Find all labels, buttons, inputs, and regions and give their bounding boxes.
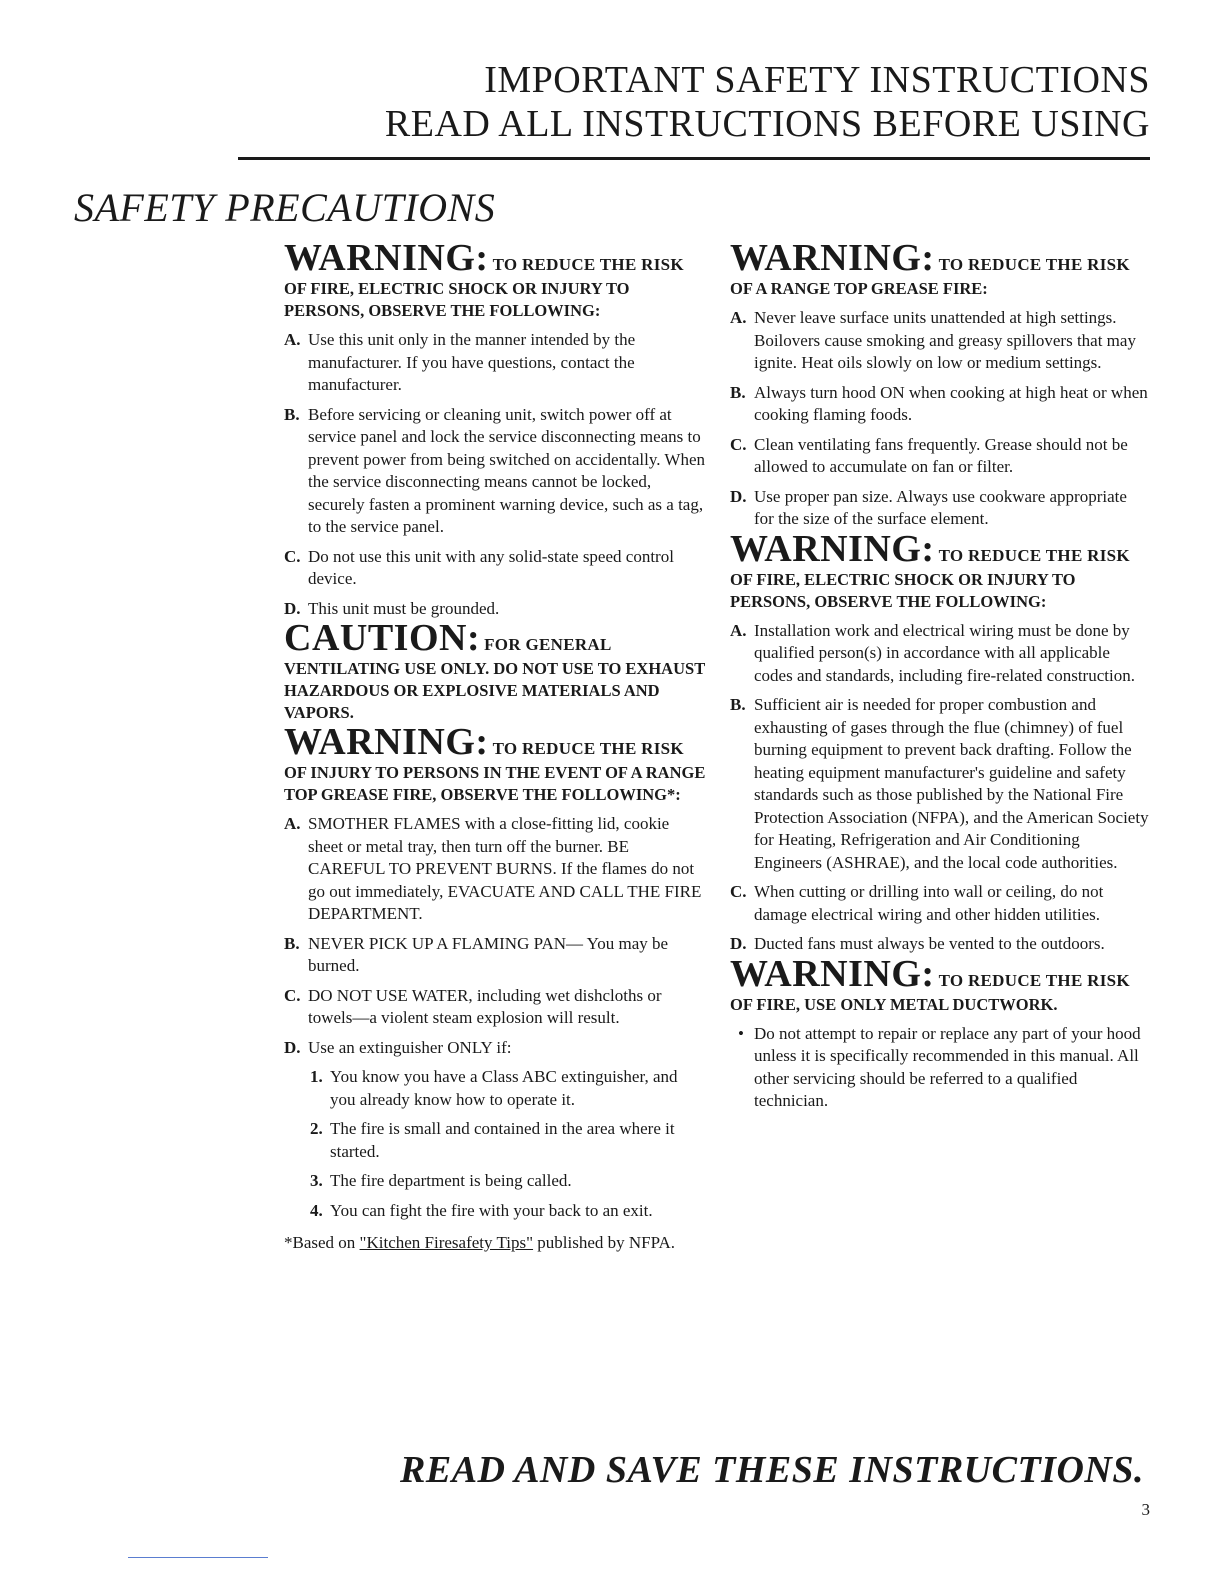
- list-item: [730, 434, 1150, 479]
- warning-intro: OF A RANGE TOP GREASE FIRE:: [730, 279, 988, 298]
- sub-item-text: The fire department is being called.: [330, 1171, 572, 1190]
- list-item: [284, 598, 706, 621]
- list-item: [284, 404, 706, 539]
- item-text: SMOTHER FLAMES with a close-fitting lid, cookie sheet or metal tray, then turn off the burner. BE CAREFUL TO PREVENT BURNS. If the flames do not go out immediately, EVACUATE AND CALL THE FIRE DEPARTMENT.: [308, 814, 702, 923]
- sub-item-label: 4.: [310, 1200, 323, 1220]
- bullet-text: Do not attempt to repair or replace any part of your hood unless it is specifically recommended in this manual. All other servicing should be referred to a qualified technician.: [754, 1023, 1141, 1110]
- list-item: [730, 486, 1150, 531]
- item-text: Never leave surface units unattended at high settings. Boilovers cause smoking and greasy spillovers that may ignite. Heat oils slowly on low or medium settings.: [754, 308, 1136, 372]
- item-text: Use proper pan size. Always use cookware appropriate for the size of the surface element.: [754, 486, 1127, 528]
- warning-intro: OF INJURY TO PERSONS IN THE EVENT OF A RANGE TOP GREASE FIRE, OBSERVE THE FOLLOWING*:: [284, 763, 706, 804]
- sub-item-label: 3.: [310, 1171, 323, 1190]
- sub-item-text: The fire is small and contained in the area where it started.: [330, 1119, 675, 1161]
- warning-heading: WARNING:: [284, 721, 489, 763]
- item-text: Use an extinguisher ONLY if:: [308, 1037, 512, 1057]
- item-text: NEVER PICK UP A FLAMING PAN— You may be burned.: [308, 933, 669, 975]
- sub-list-item: [284, 1170, 706, 1193]
- item-label: D.: [284, 598, 301, 618]
- footer-title: READ AND SAVE THESE INSTRUCTIONS.: [400, 1449, 1144, 1491]
- item-text: When cutting or drilling into wall or ceiling, do not damage electrical wiring and other hidden utilities.: [754, 882, 1104, 924]
- list-item: [284, 985, 706, 1030]
- warning-intro: OF FIRE, ELECTRIC SHOCK OR INJURY TO PERSONS, OBSERVE THE FOLLOWING:: [284, 279, 630, 320]
- warning-block-3: [730, 237, 1150, 531]
- sub-item-text: You can fight the fire with your back to an exit.: [330, 1200, 653, 1220]
- section-title: SAFETY PRECAUTIONS: [74, 185, 496, 230]
- item-label: D.: [730, 934, 747, 953]
- sub-list-item: [284, 1200, 706, 1223]
- item-label: A.: [284, 814, 301, 833]
- list-item: [284, 813, 706, 926]
- sub-item-text: You know you have a Class ABC extinguisher, and you already know how to operate it.: [330, 1067, 678, 1109]
- item-text: Do not use this unit with any solid-state speed control device.: [308, 546, 674, 588]
- caution-subheading: FOR GENERAL: [484, 635, 612, 654]
- caution-heading: CAUTION:: [284, 617, 481, 659]
- item-label: C.: [730, 882, 747, 901]
- item-label: B.: [284, 404, 300, 424]
- warning-intro: OF FIRE, USE ONLY METAL DUCTWORK.: [730, 994, 1058, 1014]
- item-text: Before servicing or cleaning unit, switch power off at service panel and lock the service disconnecting means to prevent power from being switched on accidentally. When the service disconnecting means cannot be locked, securely fasten a prominent warning device, such as a tag, to the service panel.: [308, 404, 706, 536]
- list-item: [730, 382, 1150, 427]
- sub-item-label: 1.: [310, 1067, 323, 1086]
- item-label: C.: [284, 985, 301, 1005]
- warning-block-1: [284, 237, 706, 620]
- list-item: [730, 694, 1150, 874]
- left-column: [284, 237, 706, 1263]
- footnote: [284, 1232, 706, 1255]
- warning-subheading: TO REDUCE THE RISK: [938, 970, 1130, 990]
- warning-intro: OF FIRE, ELECTRIC SHOCK OR INJURY TO PERSONS, OBSERVE THE FOLLOWING:: [730, 569, 1076, 611]
- item-text: Always turn hood ON when cooking at high heat or when cooking flaming foods.: [754, 382, 1148, 424]
- warning-block-4: [730, 527, 1150, 956]
- bullet-icon: •: [738, 1023, 744, 1043]
- sub-list-item: [284, 1118, 706, 1163]
- warning-heading: WARNING:: [730, 952, 935, 995]
- warning-block-2: [284, 721, 706, 1255]
- sub-item-label: 2.: [310, 1119, 323, 1138]
- page-number: 3: [1141, 1500, 1150, 1519]
- item-text: Sufficient air is needed for proper combustion and exhausting of gases through the flue (chimney) of fuel burning equipment to prevent back drafting. Follow the heating equipment manufacturer's guideline and safety standards such as those published by the National Fire Protection Association (NFPA), and the American Society for Heating, Refrigeration and Air Conditioning Engineers (ASHRAE), and the local code authorities.: [754, 695, 1149, 872]
- item-label: D.: [284, 1037, 301, 1057]
- item-text: Installation work and electrical wiring must be done by qualified person(s) in accordance with all applicable codes and standards, including fire-related construction.: [754, 620, 1135, 685]
- list-item: [730, 307, 1150, 375]
- warning-subheading: TO REDUCE THE RISK: [492, 255, 684, 274]
- footer-divider: [128, 1557, 268, 1558]
- item-text: Use this unit only in the manner intended by the manufacturer. If you have questions, contact the manufacturer.: [308, 330, 636, 394]
- item-label: A.: [730, 620, 747, 640]
- item-label: C.: [730, 434, 747, 454]
- sub-list-item: [284, 1066, 706, 1111]
- warning-subheading: TO REDUCE THE RISK: [938, 545, 1130, 565]
- list-item: [284, 546, 706, 591]
- item-label: D.: [730, 486, 747, 506]
- footnote-source-link[interactable]: "Kitchen Firesafety Tips": [359, 1233, 534, 1252]
- list-item: [284, 329, 706, 397]
- warning-heading: WARNING:: [730, 527, 935, 570]
- item-text: This unit must be grounded.: [308, 598, 500, 618]
- item-label: A.: [284, 330, 301, 349]
- caution-block: [284, 617, 706, 724]
- list-item: [730, 620, 1150, 688]
- warning-block-5: [730, 952, 1150, 1113]
- header-rule: [238, 157, 1150, 160]
- item-label: B.: [284, 933, 300, 953]
- item-text: Clean ventilating fans frequently. Grease should not be allowed to accumulate on fan or filter.: [754, 434, 1128, 476]
- warning-heading: WARNING:: [284, 237, 489, 279]
- list-item: [284, 933, 706, 978]
- item-label: B.: [730, 695, 746, 714]
- page-header: [385, 58, 1150, 146]
- warning-subheading: TO REDUCE THE RISK: [938, 255, 1130, 274]
- warning-heading: WARNING:: [730, 237, 935, 279]
- item-label: C.: [284, 546, 301, 566]
- list-item: [730, 881, 1150, 926]
- item-label: B.: [730, 382, 746, 402]
- header-title-line-2: READ ALL INSTRUCTIONS BEFORE USING: [384, 103, 1150, 145]
- item-text: DO NOT USE WATER, including wet dishcloths or towels—a violent steam explosion will result.: [308, 985, 662, 1027]
- item-label: A.: [730, 308, 747, 327]
- warning-subheading: TO REDUCE THE RISK: [492, 739, 684, 758]
- list-item: [284, 1037, 706, 1060]
- list-item: [730, 933, 1150, 956]
- item-text: Ducted fans must always be vented to the outdoors.: [754, 934, 1105, 953]
- right-column: [730, 237, 1150, 1121]
- caution-text: VENTILATING USE ONLY. DO NOT USE TO EXHAUST HAZARDOUS OR EXPLOSIVE MATERIALS AND VAPORS.: [284, 659, 705, 722]
- footnote-prefix: *Based on: [284, 1233, 360, 1252]
- bullet-item: [730, 1023, 1150, 1113]
- footnote-suffix: published by NFPA.: [533, 1233, 676, 1252]
- header-title-line-1: IMPORTANT SAFETY INSTRUCTIONS: [484, 59, 1150, 101]
